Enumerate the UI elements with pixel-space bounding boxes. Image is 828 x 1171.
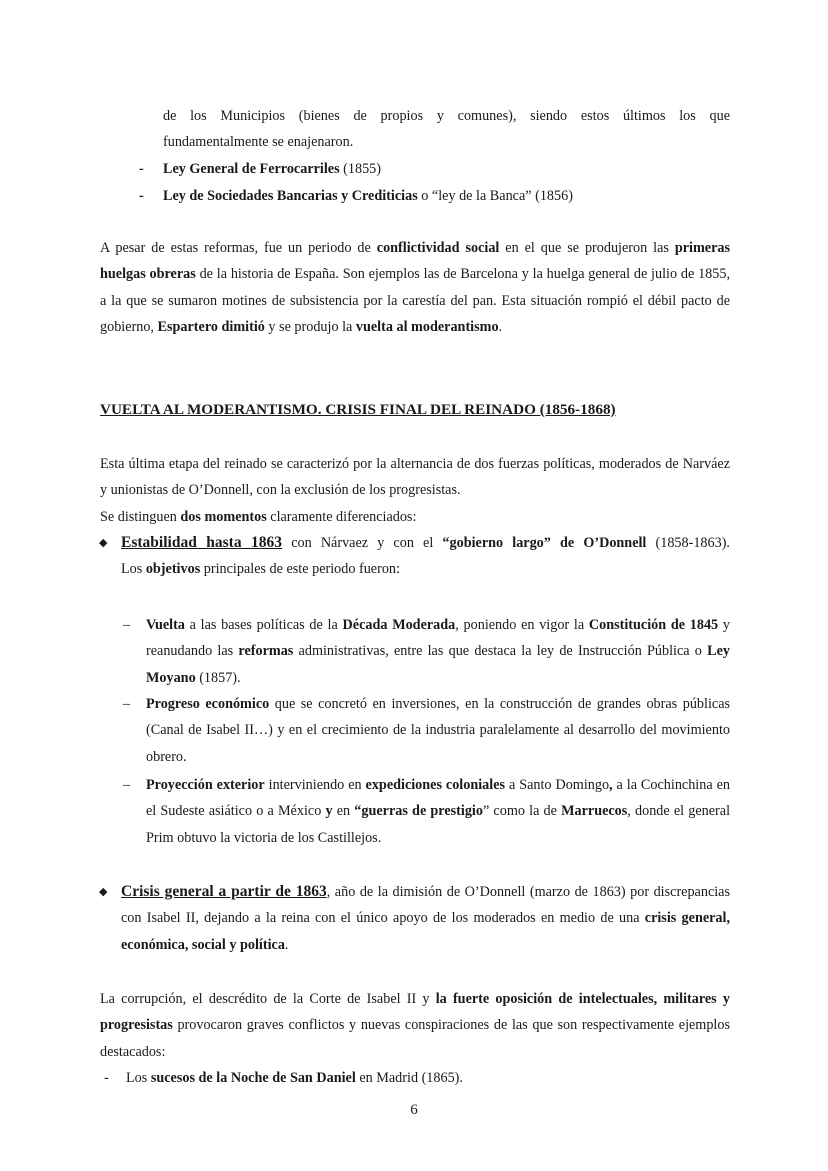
objective-dash: – — [123, 777, 131, 793]
bold-text: Ley Moyano — [146, 643, 730, 686]
text: y reanudando las — [146, 617, 730, 660]
bold-text: expediciones coloniales — [365, 777, 506, 793]
text: (1857). — [195, 669, 241, 686]
law-title: Ley General de Ferrocarriles — [163, 161, 340, 177]
text: , donde el general Prim obtuvo la victoria de los Castillejos. — [146, 803, 731, 846]
paragraph-conflictividad — [100, 235, 730, 340]
diamond-bullet-icon: ◆ — [99, 537, 108, 549]
text: a la Cochinchina en el Sudeste asiático o a México — [146, 777, 730, 820]
moment-title-line — [121, 530, 730, 556]
bold-text: y — [325, 803, 333, 820]
intro-text: Esta última etapa del reinado se caracterizó por la alternancia de dos fuerzas políticas, moderados de Narváez y unionistas de O’Donnell, con la exclusión de los progresistas. — [100, 456, 730, 499]
diamond-bullet-icon: ◆ — [99, 886, 108, 898]
text: que se concretó en inversiones, en la construcción de grandes obras públicas (Canal de Isabel II…) y en el crecimiento de la industria paralelamente al desarrollo del movimiento obrero. — [146, 696, 731, 765]
bold-text: primeras huelgas obreras — [100, 240, 730, 283]
bold-text: dos momentos — [180, 508, 267, 525]
list-dash: - — [104, 1070, 109, 1086]
municipios-continuation — [163, 103, 730, 156]
bold-text: “guerras de prestigio — [354, 803, 483, 820]
objective-dash: – — [123, 696, 131, 712]
text: principales de este periodo fueron: — [200, 561, 400, 578]
text: en — [332, 803, 355, 820]
text: (1858-1863). — [646, 535, 730, 551]
text: Los — [126, 1070, 151, 1086]
objective-proyeccion — [146, 772, 730, 851]
text: a las bases políticas de la — [184, 617, 343, 633]
bold-text: “gobierno largo” de O’Donnell — [442, 535, 647, 551]
text: y se produjo la — [264, 318, 356, 335]
text: en el que se produjeron las — [499, 240, 675, 256]
bold-text: Marruecos — [561, 803, 628, 820]
bold-text: Vuelta — [146, 617, 185, 633]
text: Los — [121, 561, 146, 578]
bold-text: Década Moderada — [342, 617, 456, 633]
intro-paragraph — [100, 451, 730, 530]
law-year: (1855) — [339, 161, 381, 177]
intro-second-line — [100, 504, 730, 530]
objective-dash: – — [123, 617, 131, 633]
law-dash: - — [139, 161, 144, 177]
page-number: 6 — [410, 1102, 418, 1118]
underlined-title: Estabilidad hasta 1863 — [121, 534, 283, 551]
bold-text: vuelta al moderantismo — [355, 318, 499, 335]
bold-text: conflictividad social — [376, 240, 500, 256]
continuation-line-2: fundamentalmente se enajenaron. — [163, 134, 354, 151]
bold-text: reformas — [238, 643, 294, 660]
text: , año de la dimisión de O’Donnell (marzo de 1863) por discrepancias con Isabel II, dejando a la reina con el único apoyo de los moderados en medio de una — [121, 884, 731, 927]
bold-text: Espartero dimitió — [157, 318, 265, 335]
bold-text: Constitución de 1845 — [588, 617, 719, 633]
text: Se distinguen — [100, 508, 181, 525]
moment-crisis — [121, 879, 730, 958]
text: ” como la de — [482, 803, 562, 820]
bold-text: , — [609, 777, 613, 793]
paragraph-oposicion — [100, 986, 730, 1065]
text: . — [284, 936, 289, 953]
text: provocaron graves conflictos y nuevas conspiraciones de las que son respectivamente ejemplos destacados: — [100, 1017, 730, 1060]
text: en Madrid (1865). — [355, 1070, 463, 1086]
bold-text: sucesos de la Noche de San Daniel — [150, 1070, 356, 1086]
section-heading: VUELTA AL MODERANTISMO. CRISIS FINAL DEL REINADO (1856-1868) — [100, 401, 616, 418]
objectives-intro — [121, 556, 730, 582]
law-dash: - — [139, 188, 144, 204]
list-item-san-daniel — [126, 1065, 730, 1091]
text: . — [498, 318, 503, 335]
objective-progreso — [146, 691, 730, 770]
law-title: Ley de Sociedades Bancarias y Crediticias — [163, 188, 418, 204]
law-ferrocarriles — [163, 156, 793, 182]
underlined-title: Crisis general a partir de 1863 — [121, 883, 327, 900]
text: a Santo Domingo — [505, 777, 610, 793]
text: A pesar de estas reformas, fue un periodo de — [100, 240, 377, 256]
bold-text: Proyección exterior — [146, 777, 265, 793]
text: interviniendo en — [264, 777, 366, 793]
objective-vuelta — [146, 612, 730, 691]
text: , poniendo en vigor la — [455, 617, 589, 633]
continuation-line-1: de los Municipios (bienes de propios y comunes), siendo estos últimos los que — [163, 108, 730, 124]
text: administrativas, entre las que destaca la ley de Instrucción Pública o — [293, 643, 708, 660]
text: La corrupción, el descrédito de la Corte de Isabel II y — [100, 991, 436, 1007]
moment-estabilidad — [121, 530, 730, 583]
bold-text: la fuerte oposición de intelectuales, militares y progresistas — [100, 991, 730, 1034]
text: claramente diferenciados: — [266, 508, 417, 525]
law-year: o “ley de la Banca” (1856) — [417, 188, 573, 204]
bold-text: Progreso económico — [146, 696, 270, 712]
bold-text: crisis general, económica, social y política — [121, 910, 731, 953]
law-banca — [163, 183, 793, 209]
text: de la historia de España. Son ejemplos las de Barcelona y la huelga general de julio de 1855, a la que se sumaron motines de subsistencia por la carestía del pan. Esta situación rompió el débil pacto de gobierno, — [100, 266, 730, 335]
bold-text: objetivos — [145, 561, 201, 578]
text: con Nárvaez y con el — [282, 535, 443, 551]
